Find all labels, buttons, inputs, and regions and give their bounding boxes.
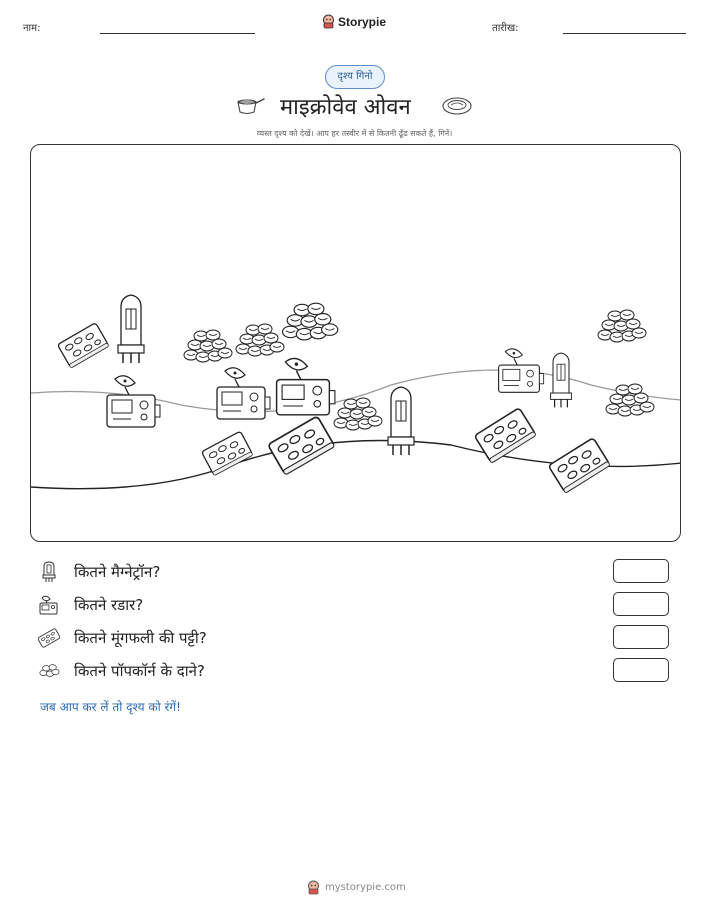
page-title: माइक्रोवेव ओवन — [280, 95, 411, 120]
popcorn-pile — [283, 303, 338, 340]
question-row — [38, 658, 205, 684]
magnetron — [118, 295, 144, 363]
storypie-mascot-icon — [307, 880, 320, 895]
bowl-icon — [236, 95, 266, 115]
peanut-bar — [268, 416, 335, 475]
brand-logo — [322, 14, 386, 29]
popcorn-pile — [236, 324, 284, 356]
question-row — [38, 559, 160, 585]
question-row — [38, 592, 143, 618]
answer-box[interactable] — [613, 658, 669, 682]
peanut-bar — [474, 408, 536, 463]
question-row — [38, 625, 207, 651]
footer — [307, 880, 406, 895]
question-text: कितने मैग्नेट्रॉन? — [74, 563, 161, 581]
name-line[interactable] — [100, 33, 255, 34]
magnetron-icon — [38, 561, 60, 583]
popcorn-icon — [38, 660, 60, 682]
question-text: कितने रडार? — [74, 596, 144, 614]
name-label: नाम: — [23, 23, 41, 34]
popcorn-pile — [184, 330, 232, 362]
magnetron — [551, 353, 572, 407]
peanut-bar — [57, 323, 109, 368]
footer-site[interactable]: mystorypie.com — [325, 882, 406, 893]
plate-icon — [441, 95, 473, 117]
date-label: तारीख: — [492, 23, 519, 34]
instructions: व्यस्त दृश्य को देखें। आप हर तस्वीर में से कितनी ढूँढ सकते हैं, गिनें। — [256, 129, 453, 138]
peanut-bar-icon — [38, 627, 60, 649]
radar — [499, 349, 544, 393]
coloring-note: जब आप कर लें तो दृश्य को रंगें! — [40, 700, 181, 714]
storypie-mascot-icon — [322, 14, 335, 29]
scene-drawing — [31, 145, 681, 542]
radar — [107, 376, 160, 427]
brand-name: Storypie — [338, 14, 387, 29]
radar — [217, 368, 270, 419]
question-text: कितने पॉपकॉर्न के दाने? — [74, 662, 205, 680]
answer-box[interactable] — [613, 559, 669, 583]
popcorn-pile — [334, 398, 382, 430]
busy-scene — [30, 144, 681, 542]
peanut-bar — [548, 438, 610, 493]
popcorn-pile — [598, 310, 646, 342]
answer-box[interactable] — [613, 592, 669, 616]
radar — [277, 358, 335, 414]
peanut-bar — [201, 431, 253, 475]
magnetron — [388, 387, 414, 455]
date-line[interactable] — [563, 33, 686, 34]
radar-icon — [38, 594, 60, 616]
answer-box[interactable] — [613, 625, 669, 649]
popcorn-pile — [606, 384, 654, 416]
question-text: कितने मूंगफली की पट्टी? — [74, 629, 207, 647]
count-scene-badge: दृश्य गिनो — [325, 65, 385, 89]
